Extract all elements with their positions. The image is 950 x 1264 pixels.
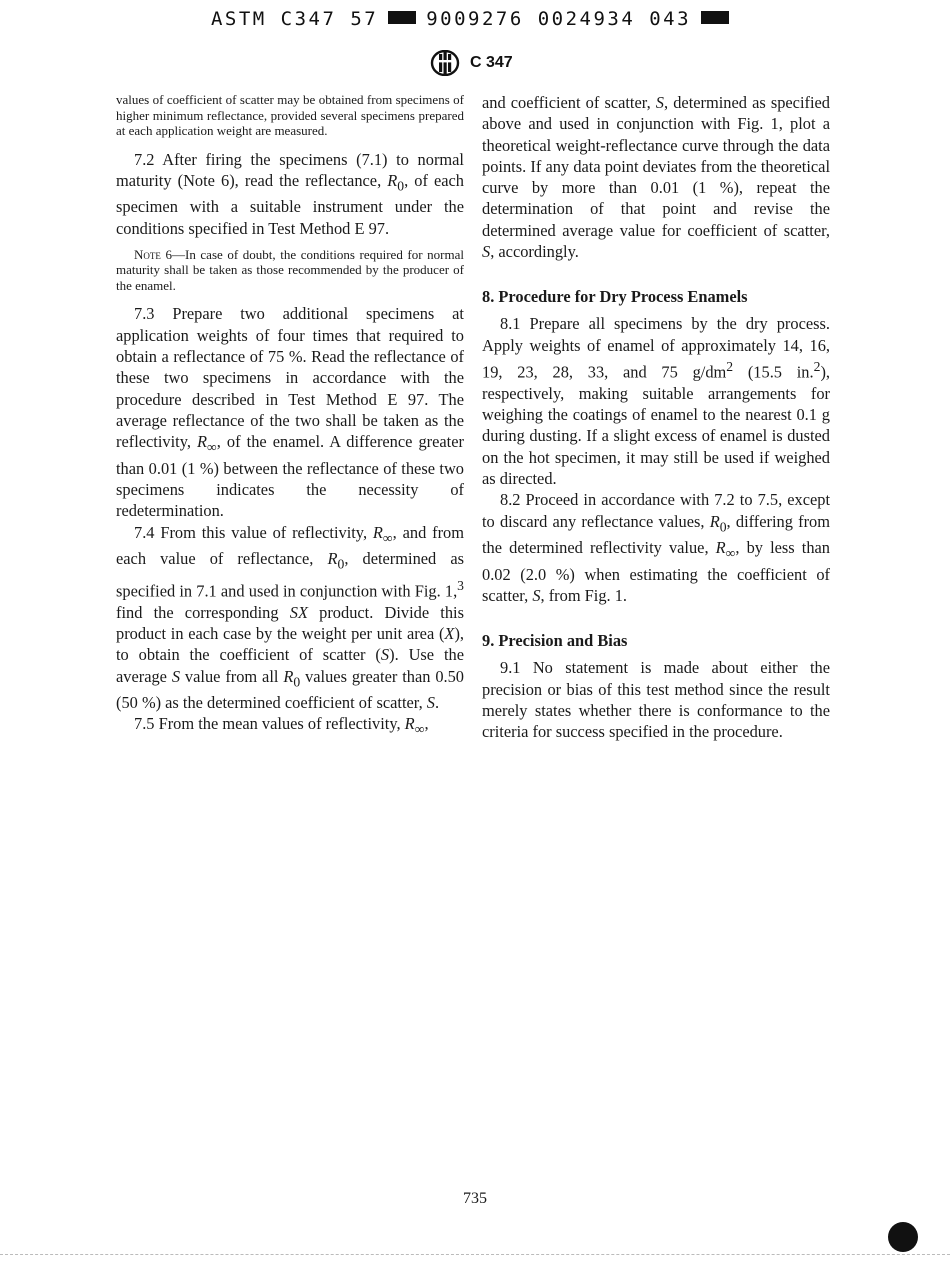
right-column <box>482 92 830 742</box>
paragraph-7-5-continued: and coefficient of scatter, S, determined as specified above and used in conjunction with Fig. 1, plot a theoretical weight-reflectance curve through the data points. If any data point deviates from the theoretical curve by more than 0.01 (1 %), repeat the determination of that point and revise the determined average value for coefficient of scatter, S, accordingly. <box>482 93 830 262</box>
section-heading-8: 8. Procedure for Dry Process Enamels <box>482 287 748 307</box>
registration-dot-mark <box>888 1222 918 1252</box>
paragraph-7-5: 7.5 From the mean values of reflectivity, $R_\infty$, <box>134 714 429 737</box>
document-code-right: 9009276 0024934 043 <box>426 8 692 30</box>
paragraph-8-2: 8.2 Proceed in accordance with 7.2 to 7.5, except to discard any reflectance values, $R_0$, differing from the determined reflectivity value, $R_\infty$, by less than 0.02 (2.0 %) when estimating the coefficient of scatter, S, from Fig. 1. <box>482 490 830 605</box>
paragraph-7-2: 7.2 After firing the specimens (7.1) to normal maturity (Note 6), read the reflectance, $R_0$, of each specimen with a suitable instrument under the conditions specified in Test Method E 97. <box>116 149 464 238</box>
paragraph-7-4: 7.4 From this value of reflectivity, $R_\infty$, and from each value of reflectance, $R_0$, determined as specified in 7.1 and used in conjunction with Fig. 1,$^3$ find the corresponding SX product. Divide this product in each case by the weight per unit area (X), to obtain the coefficient of scatter (S). Use the average S value from all $R_0$ values greater than 0.50 (50 %) as the determined coefficient of scatter, S. <box>116 522 465 713</box>
page-number: 735 <box>463 1190 487 1207</box>
paragraph-8-1: 8.1 Prepare all specimens by the dry process. Apply weights of enamel of approximately 14, 16, 19, 23, 28, 33, and 75 $g/dm^2$ (15.5 in.$^2$), respectively, making suitable arrangements for weighing the coatings of enamel to the nearest 0.1 g during dusting. If a slight excess of enamel is dusted on the hot specimen, it may still be used if weighed as directed. <box>482 314 830 488</box>
left-column <box>116 92 464 740</box>
paragraph-7-1-continued: values of coefficient of scatter may be obtained from specimens of higher minimum reflectance, provided several specimens prepared at each application weight are measured. <box>116 92 464 138</box>
black-bar-mark <box>701 11 729 24</box>
paragraph-7-3: 7.3 Prepare two additional specimens at application weights of four times that required to obtain a reflectance of 75 %. Read the reflectance of these two specimens in accordance with the procedure described in Test Method E 97. The average reflectance of the two shall be taken as the reflectivity, $R_\infty$, of the enamel. A difference greater than 0.01 (1 %) between the reflectance of these two specimens indicates the necessity of redetermination. <box>116 304 464 521</box>
note-label: Note 6 <box>134 246 172 262</box>
astm-logo-icon <box>430 50 460 76</box>
scan-edge-rule <box>0 1254 950 1255</box>
footnote-ref: 3 <box>457 577 464 593</box>
document-code-left: ASTM C347 57 <box>210 8 379 30</box>
note-6: Note 6—In case of doubt, the conditions required for normal maturity shall be taken as those recommended by the producer of the enamel. <box>116 246 464 293</box>
standard-designation <box>430 50 513 76</box>
document-code-header <box>0 8 950 30</box>
section-heading-9: 9. Precision and Bias <box>482 631 628 651</box>
standard-number: C 347 <box>470 54 513 71</box>
black-bar-mark <box>388 11 416 24</box>
paragraph-9-1: 9.1 No statement is made about either the precision or bias of this test method since the result merely states whether there is conformance to the criteria for success specified in the procedure. <box>482 658 830 742</box>
